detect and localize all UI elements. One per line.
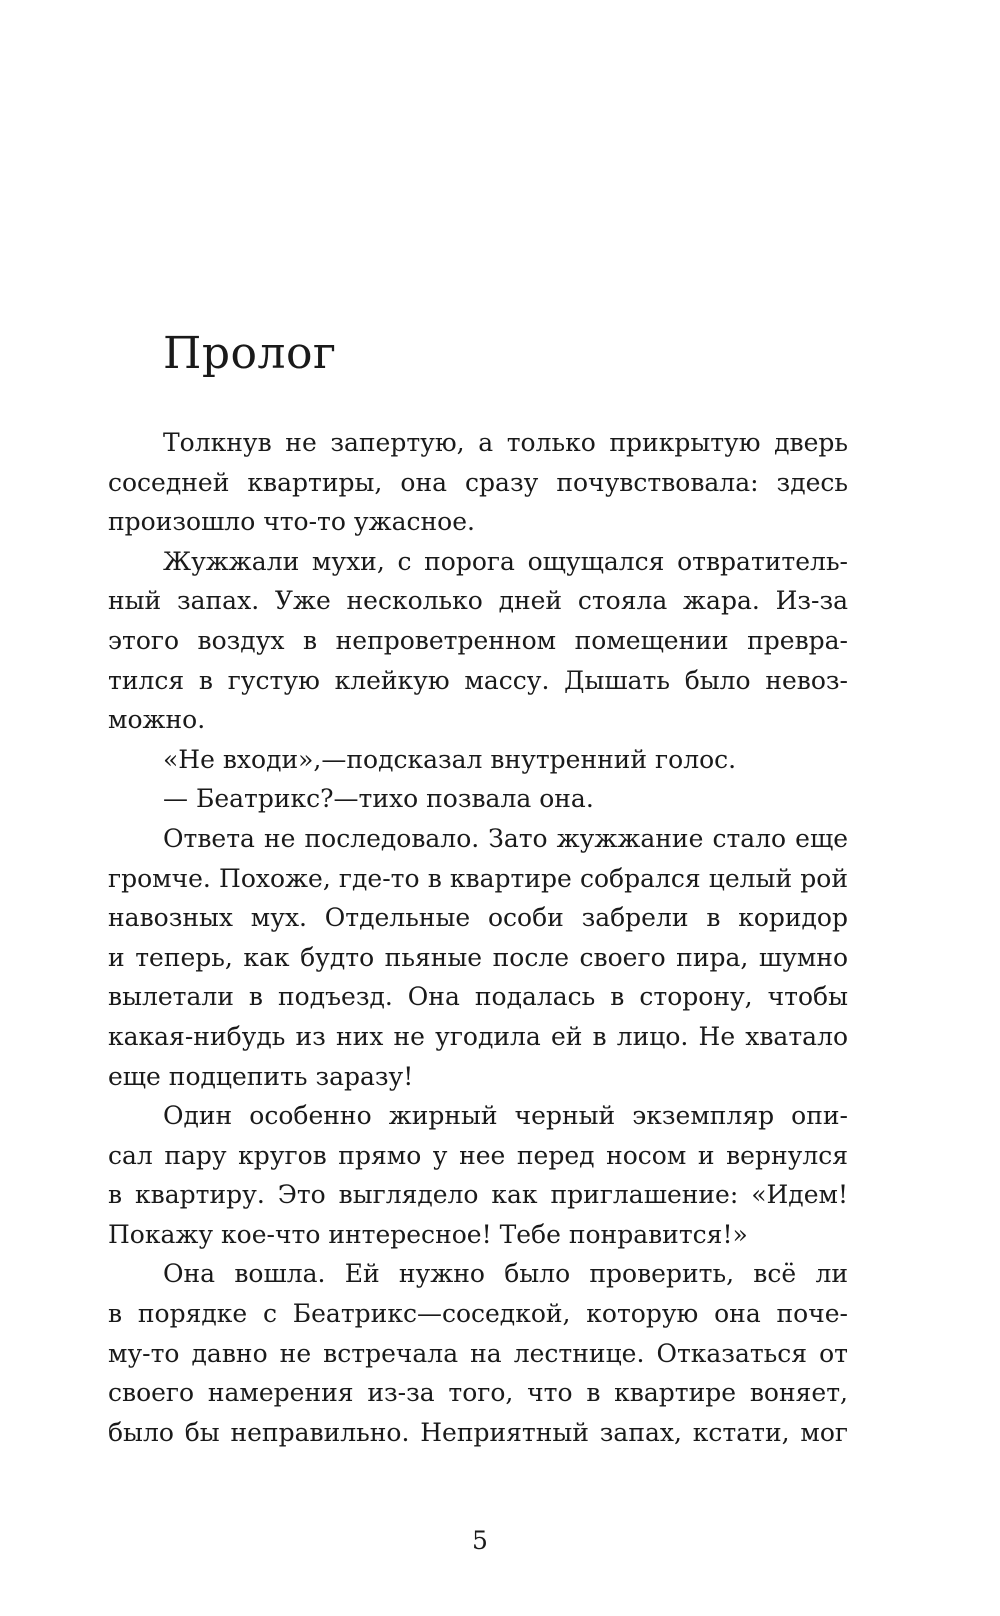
body-text xyxy=(108,423,848,1452)
text-line: тился в густую клейкую массу. Дышать было невоз- xyxy=(108,665,848,695)
page-number: 5 xyxy=(472,1526,488,1555)
text-line: Один особенно жирный черный экземпляр опи- xyxy=(163,1101,848,1131)
text-line: «Не входи»,—подсказал внутренний голос. xyxy=(163,744,737,774)
text-line: произошло что-то ужасное. xyxy=(108,507,475,537)
text-line: вылетали в подъезд. Она подалась в сторону, чтобы xyxy=(108,982,848,1012)
text-line: своего намерения из-за того, что в квартире воняет, xyxy=(108,1378,848,1408)
text-line: Жужжали мухи, с порога ощущался отвратитель- xyxy=(163,546,848,576)
text-line: ный запах. Уже несколько дней стояла жара. Из-за xyxy=(108,586,848,616)
text-line: какая-нибудь из них не угодила ей в лицо. Не хватало xyxy=(108,1021,848,1051)
text-line: Ответа не последовало. Зато жужжание стало еще xyxy=(163,823,848,853)
text-line: — Беатрикс?—тихо позвала она. xyxy=(163,784,594,814)
text-line: му-то давно не встречала на лестнице. Отказаться от xyxy=(108,1338,848,1368)
text-line: громче. Похоже, где-то в квартире собрался целый рой xyxy=(108,863,848,893)
text-line: и теперь, как будто пьяные после своего пира, шумно xyxy=(108,942,848,972)
text-line: еще подцепить заразу! xyxy=(108,1061,414,1091)
text-line: этого воздух в непроветренном помещении превра- xyxy=(108,625,848,655)
text-line: Покажу кое-что интересное! Тебе понравится!» xyxy=(108,1219,748,1249)
text-line: можно. xyxy=(108,705,206,735)
chapter-title: Пролог xyxy=(163,328,337,379)
text-line: навозных мух. Отдельные особи забрели в коридор xyxy=(108,903,848,933)
text-line: в порядке с Беатрикс—соседкой, которую она поче- xyxy=(108,1299,848,1329)
text-line: Толкнув не запертую, а только прикрытую дверь xyxy=(163,428,848,457)
text-line: было бы неправильно. Неприятный запах, кстати, мог xyxy=(108,1417,848,1447)
text-line: сал пару кругов прямо у нее перед носом и вернулся xyxy=(108,1140,848,1170)
text-line: в квартиру. Это выглядело как приглашение: «Идем! xyxy=(108,1180,848,1210)
text-line: Она вошла. Ей нужно было проверить, всё ли xyxy=(163,1259,848,1289)
text-line: соседней квартиры, она сразу почувствовала: здесь xyxy=(108,467,848,497)
